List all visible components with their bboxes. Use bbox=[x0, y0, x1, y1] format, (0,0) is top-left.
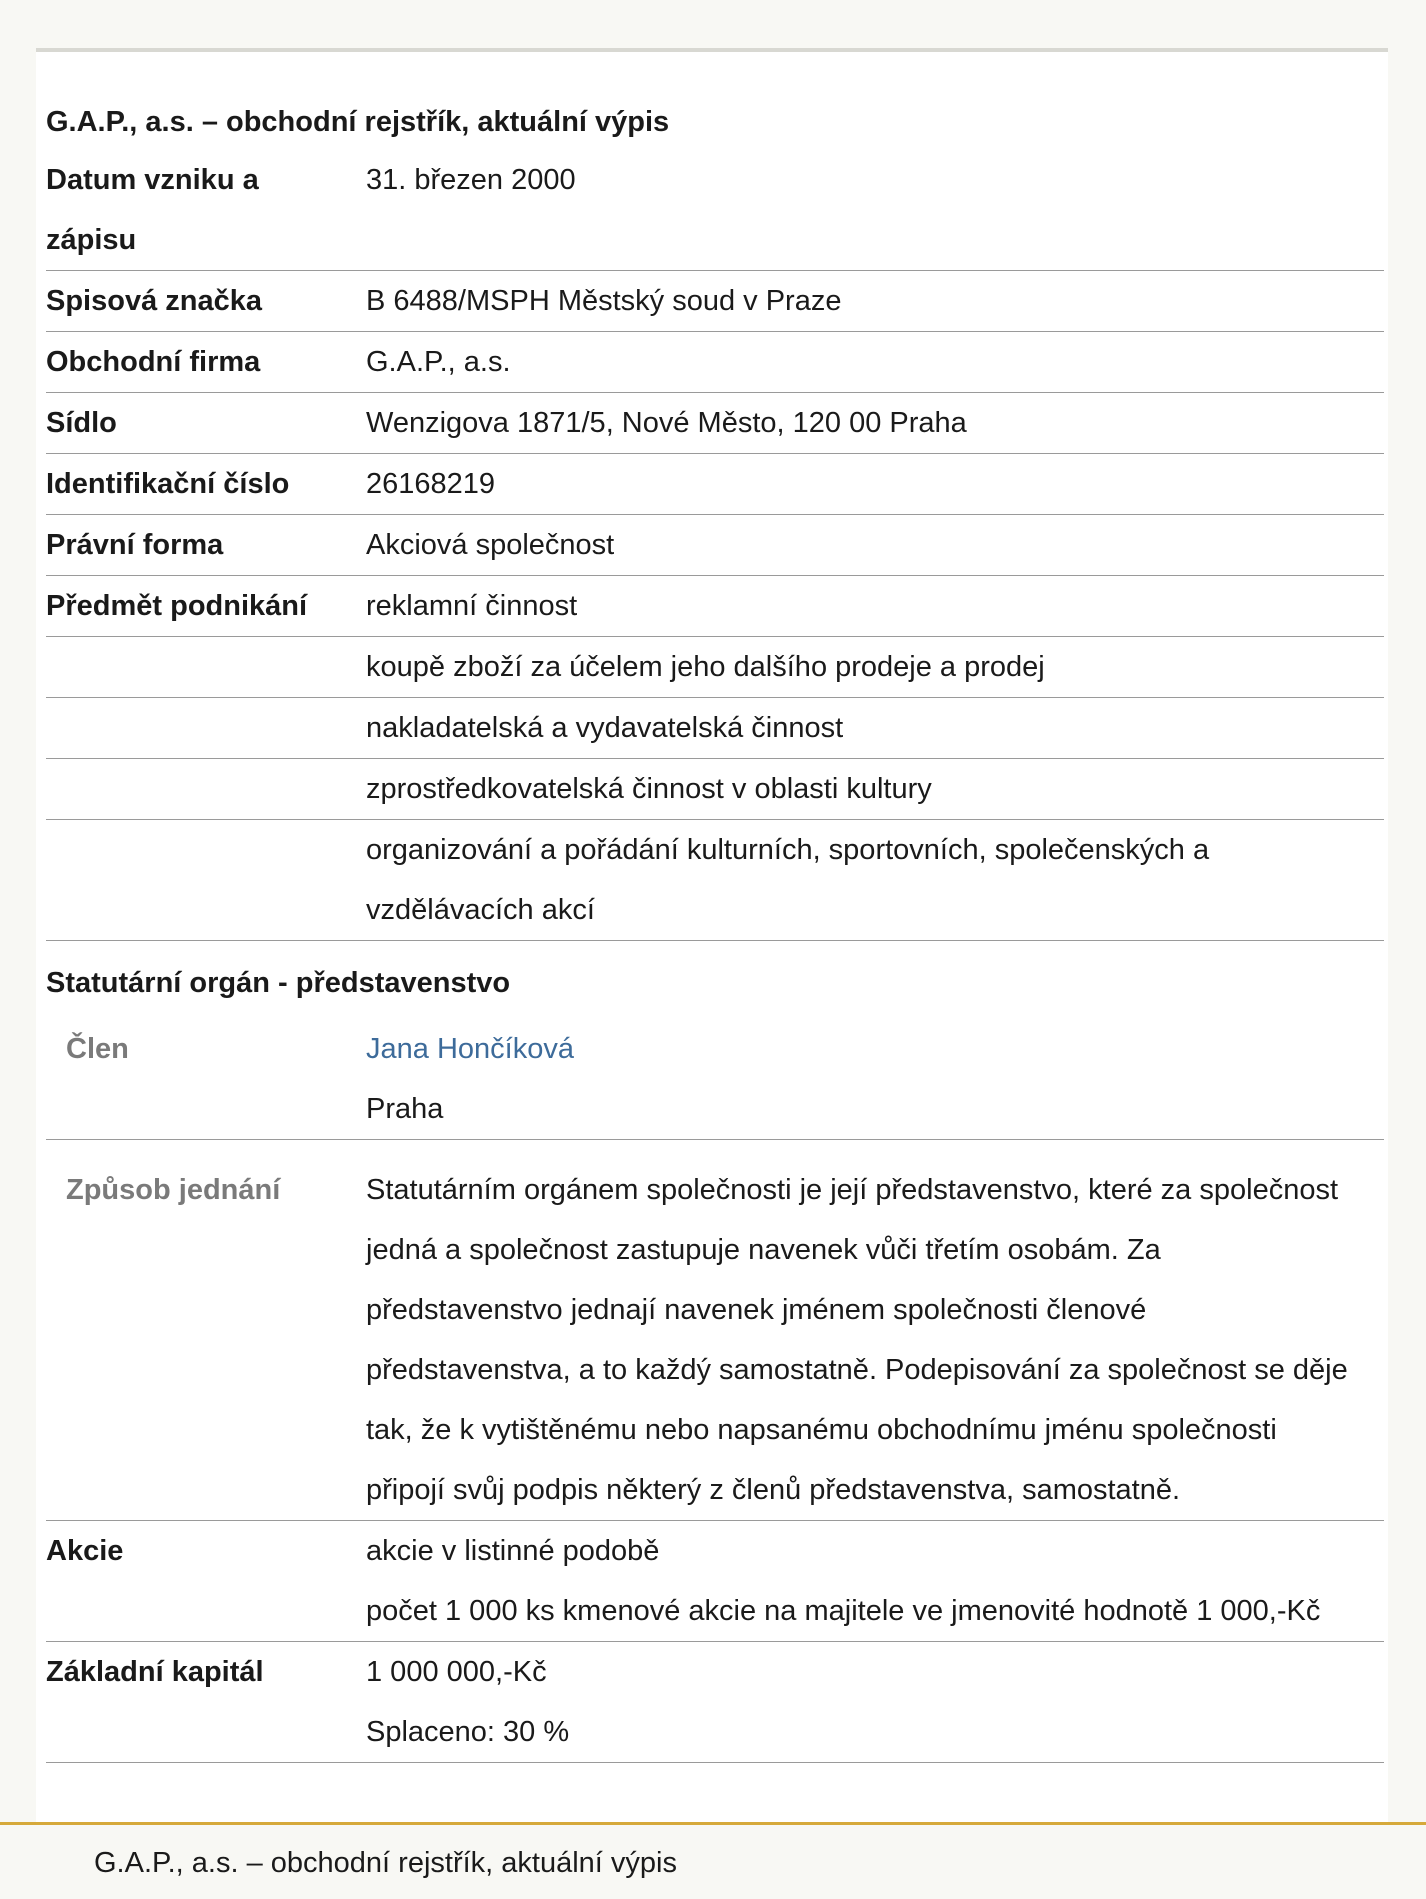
value-obchodni-firma: G.A.P., a.s. bbox=[366, 346, 511, 378]
zpusob-line: představenstva, a to každý samostatně. Podepisování za společnost se děje bbox=[366, 1354, 1348, 1386]
member-city: Praha bbox=[366, 1093, 444, 1125]
value-zakladni-kapital bbox=[366, 1642, 1384, 1762]
value-predmet-item: zprostředkovatelská činnost v oblasti kultury bbox=[366, 773, 932, 805]
value-predmet-item: koupě zboží za účelem jeho dalšího prodeje a prodej bbox=[366, 651, 1045, 683]
zpusob-line: Statutárním orgánem společnosti je její představenstvo, které za společnost bbox=[366, 1174, 1339, 1206]
row-zpusob-jednani bbox=[46, 1140, 1384, 1521]
value-zpusob-jednani bbox=[366, 1160, 1384, 1520]
value-spisova-znacka: B 6488/MSPH Městský soud v Praze bbox=[366, 285, 842, 317]
footer-text: G.A.P., a.s. – obchodní rejstřík, aktuální výpis bbox=[94, 1847, 677, 1879]
row-clen bbox=[46, 1019, 1384, 1140]
zpusob-line: tak, že k vytištěnému nebo napsanému obchodnímu jménu společnosti bbox=[366, 1414, 1277, 1446]
label-ico: Identifikační číslo bbox=[46, 468, 290, 500]
value-predmet-item-line: vzdělávacích akcí bbox=[366, 894, 595, 926]
kapital-line: Splaceno: 30 % bbox=[366, 1716, 570, 1748]
value-sidlo: Wenzigova 1871/5, Nové Město, 120 00 Praha bbox=[366, 407, 967, 439]
label-zpusob-jednani: Způsob jednání bbox=[66, 1174, 281, 1206]
value-ico: 26168219 bbox=[366, 468, 496, 500]
label-sidlo: Sídlo bbox=[46, 407, 117, 439]
value-datum-vzniku: 31. březen 2000 bbox=[366, 164, 576, 196]
row-zakladni-kapital bbox=[46, 1642, 1384, 1763]
row-spisova-znacka bbox=[46, 271, 1384, 332]
row-predmet-4 bbox=[46, 759, 1384, 820]
value-akcie bbox=[366, 1521, 1384, 1641]
label-datum-vzniku-line1: Datum vzniku a bbox=[46, 164, 259, 196]
label-datum-vzniku bbox=[46, 150, 366, 270]
row-obchodni-firma bbox=[46, 332, 1384, 393]
register-card bbox=[36, 48, 1388, 1822]
zpusob-line: představenstvo jednají navenek jménem společnosti členové bbox=[366, 1294, 1147, 1326]
row-datum-vzniku bbox=[46, 150, 1384, 271]
label-akcie: Akcie bbox=[46, 1535, 124, 1567]
row-predmet-2 bbox=[46, 637, 1384, 698]
value-predmet-item: nakladatelská a vydavatelská činnost bbox=[366, 712, 844, 744]
label-clen: Člen bbox=[66, 1033, 129, 1065]
zpusob-line: připojí svůj podpis některý z členů představenstva, samostatně. bbox=[366, 1474, 1181, 1506]
member-name-link[interactable]: Jana Hončíková bbox=[366, 1033, 574, 1065]
value-clen bbox=[366, 1019, 1384, 1139]
row-sidlo bbox=[46, 393, 1384, 454]
label-pravni-forma: Právní forma bbox=[46, 529, 224, 561]
label-datum-vzniku-line2: zápisu bbox=[46, 224, 137, 256]
label-spisova-znacka: Spisová značka bbox=[46, 285, 262, 317]
value-pravni-forma: Akciová společnost bbox=[366, 529, 615, 561]
row-predmet-3 bbox=[46, 698, 1384, 759]
row-predmet-1 bbox=[46, 576, 1384, 637]
register-content bbox=[46, 104, 1384, 1763]
row-ico bbox=[46, 454, 1384, 515]
page-title: G.A.P., a.s. – obchodní rejstřík, aktuální výpis bbox=[46, 106, 670, 138]
row-predmet-5 bbox=[46, 820, 1384, 941]
label-zakladni-kapital: Základní kapitál bbox=[46, 1656, 264, 1688]
value-predmet-item: reklamní činnost bbox=[366, 590, 578, 622]
value-predmet-item-line: organizování a pořádání kulturních, sportovních, společenských a bbox=[366, 834, 1210, 866]
section-title-statutarni: Statutární orgán - představenstvo bbox=[46, 967, 511, 999]
label-obchodni-firma: Obchodní firma bbox=[46, 346, 261, 378]
akcie-line: akcie v listinné podobě bbox=[366, 1535, 660, 1567]
kapital-line: 1 000 000,-Kč bbox=[366, 1656, 547, 1688]
row-pravni-forma bbox=[46, 515, 1384, 576]
zpusob-line: jedná a společnost zastupuje navenek vůči třetím osobám. Za bbox=[366, 1234, 1161, 1266]
akcie-line: počet 1 000 ks kmenové akcie na majitele ve jmenovité hodnotě 1 000,-Kč bbox=[366, 1595, 1321, 1627]
footer bbox=[0, 1822, 1426, 1899]
value-predmet-item bbox=[366, 820, 1384, 940]
row-akcie bbox=[46, 1521, 1384, 1642]
label-predmet-podnikani: Předmět podnikání bbox=[46, 590, 308, 622]
